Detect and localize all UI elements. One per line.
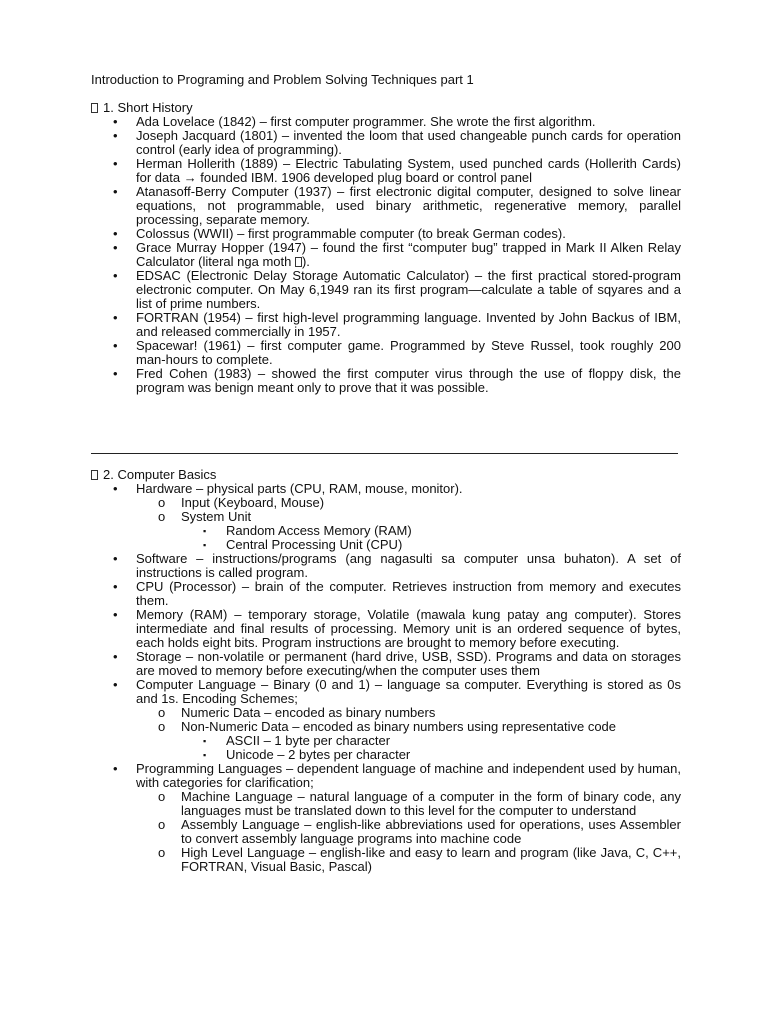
bullet-icon: • <box>113 226 118 241</box>
list-item <box>91 482 681 496</box>
list-item-text: Spacewar! (1961) – first computer game. Programmed by Steve Russel, took roughly 200 man-hours to complete. <box>136 338 681 367</box>
list-item-text: Unicode – 2 bytes per character <box>226 747 411 762</box>
list-item <box>91 269 681 311</box>
basics-list <box>91 482 681 874</box>
bullet-icon: • <box>113 114 118 129</box>
list-item-text: Fred Cohen (1983) – showed the first computer virus through the use of floppy disk, the program was benign meant only to prove that it was possible. <box>136 366 681 395</box>
list-item <box>91 706 681 720</box>
list-item <box>91 762 681 790</box>
list-item-text: High Level Language – english-like and easy to learn and program (like Java, C, C++, FORTRAN, Visual Basic, Pascal) <box>181 845 681 874</box>
section-heading <box>91 468 681 482</box>
list-item-text: Numeric Data – encoded as binary numbers <box>181 705 436 720</box>
list-item-text: Colossus (WWII) – first programmable computer (to break German codes). <box>136 226 566 241</box>
list-item <box>91 157 681 185</box>
list-item <box>91 734 681 748</box>
list-item-text: Ada Lovelace (1842) – first computer programmer. She wrote the first algorithm. <box>136 114 596 129</box>
bullet-icon: • <box>113 128 118 143</box>
list-item <box>91 748 681 762</box>
list-item <box>91 580 681 608</box>
section-computer-basics <box>91 468 681 874</box>
section-heading-text: 2. Computer Basics <box>103 467 217 482</box>
list-item <box>91 510 681 524</box>
bullet-icon: • <box>113 156 118 171</box>
list-item-text: Random Access Memory (RAM) <box>226 523 412 538</box>
list-item-text: Assembly Language – english-like abbreviations used for operations, uses Assembler to convert assembly language programs into machine code <box>181 817 681 846</box>
circle-bullet-icon: o <box>158 845 166 860</box>
list-item-text: FORTRAN (1954) – first high-level programming language. Invented by John Backus of IBM, and released commercially in 1957. <box>136 310 681 339</box>
list-item-text: Joseph Jacquard (1801) – invented the loom that used changeable punch cards for operation control (early idea of programming). <box>136 128 681 157</box>
missing-glyph-icon <box>91 470 98 480</box>
bullet-icon: • <box>113 310 118 325</box>
list-item-text: Non-Numeric Data – encoded as binary numbers using representative code <box>181 719 617 734</box>
bullet-icon: • <box>113 761 118 776</box>
list-item-text: Computer Language – Binary (0 and 1) – language sa computer. Everything is stored as 0s and 1s. Encoding Schemes; <box>136 677 681 706</box>
missing-glyph-icon <box>91 103 98 113</box>
list-item-text: Atanasoff-Berry Computer (1937) – first electronic digital computer, designed to solve linear equations, not programmable, used binary arithmetic, regenerative memory, parallel processing, separate memory. <box>136 184 681 227</box>
list-item <box>91 367 681 395</box>
history-list <box>91 115 681 395</box>
list-item <box>91 524 681 538</box>
list-item <box>91 790 681 818</box>
circle-bullet-icon: o <box>158 705 166 720</box>
list-item <box>91 339 681 367</box>
bullet-icon: • <box>113 607 118 622</box>
list-item <box>91 608 681 650</box>
list-item-text: System Unit <box>181 509 252 524</box>
square-bullet-icon: ▪ <box>203 526 207 536</box>
list-item-text: Software – instructions/programs (ang nagasulti sa computer unsa buhaton). A set of instructions is called program. <box>136 551 681 580</box>
list-item-text: EDSAC (Electronic Delay Storage Automatic Calculator) – the first practical stored-program electronic computer. On May 6,1949 ran its first program—calculate a table of sqyares and a list of prime numbers. <box>136 268 681 311</box>
bullet-icon: • <box>113 338 118 353</box>
list-item <box>91 129 681 157</box>
bullet-icon: • <box>113 579 118 594</box>
list-item-text: Programming Languages – dependent language of machine and independent used by human, with categories for clarification; <box>136 761 681 790</box>
list-item <box>91 678 681 706</box>
list-item-text: Herman Hollerith (1889) – Electric Tabulating System, used punched cards (Hollerith Cards) for data → founded IBM. 1906 developed plug board or control panel <box>136 156 681 185</box>
bullet-icon: • <box>113 366 118 381</box>
list-item-text: CPU (Processor) – brain of the computer. Retrieves instruction from memory and executes them. <box>136 579 681 608</box>
bullet-icon: • <box>113 551 118 566</box>
list-item-text: Machine Language – natural language of a computer in the form of binary code, any languages must be translated down to this level for the computer to understand <box>181 789 681 818</box>
circle-bullet-icon: o <box>158 509 166 524</box>
list-item <box>91 185 681 227</box>
list-item <box>91 720 681 734</box>
circle-bullet-icon: o <box>158 719 166 734</box>
list-item-text: Memory (RAM) – temporary storage, Volatile (mawala kung patay ang computer). Stores intermediate and final results of processing. Memory unit is an ordered sequence of bytes, each holds eight bits. Program instructions are brought to memory before executing. <box>136 607 681 650</box>
bullet-icon: • <box>113 240 118 255</box>
list-item <box>91 818 681 846</box>
list-item <box>91 846 681 874</box>
list-item-text: Grace Murray Hopper (1947) – found the first “computer bug” trapped in Mark II Alken Relay Calculator (literal nga moth <box>136 240 681 269</box>
list-item <box>91 538 681 552</box>
list-item <box>91 227 681 241</box>
bullet-icon: • <box>113 184 118 199</box>
list-item <box>91 650 681 678</box>
horizontal-divider <box>91 453 678 454</box>
list-item-text: Hardware – physical parts (CPU, RAM, mouse, monitor). <box>136 481 463 496</box>
section-heading <box>91 101 681 115</box>
list-item-text: Storage – non-volatile or permanent (hard drive, USB, SSD). Programs and data on storages are moved to memory before executing/when the computer uses them <box>136 649 681 678</box>
bullet-icon: • <box>113 677 118 692</box>
list-item-text: Input (Keyboard, Mouse) <box>181 495 325 510</box>
list-item-text: Central Processing Unit (CPU) <box>226 537 403 552</box>
circle-bullet-icon: o <box>158 495 166 510</box>
list-item <box>91 115 681 129</box>
list-item <box>91 496 681 510</box>
bullet-icon: • <box>113 649 118 664</box>
square-bullet-icon: ▪ <box>203 750 207 760</box>
list-item <box>91 241 681 269</box>
bullet-icon: • <box>113 481 118 496</box>
list-item-text: ASCII – 1 byte per character <box>226 733 391 748</box>
missing-glyph-icon <box>295 257 302 267</box>
section-heading-text: 1. Short History <box>103 100 193 115</box>
circle-bullet-icon: o <box>158 817 166 832</box>
document-title: Introduction to Programing and Problem Solving Techniques part 1 <box>91 72 474 87</box>
square-bullet-icon: ▪ <box>203 540 207 550</box>
list-item <box>91 552 681 580</box>
list-item-text-tail: ). <box>301 254 310 269</box>
circle-bullet-icon: o <box>158 789 166 804</box>
section-short-history <box>91 101 681 395</box>
square-bullet-icon: ▪ <box>203 736 207 746</box>
bullet-icon: • <box>113 268 118 283</box>
list-item <box>91 311 681 339</box>
